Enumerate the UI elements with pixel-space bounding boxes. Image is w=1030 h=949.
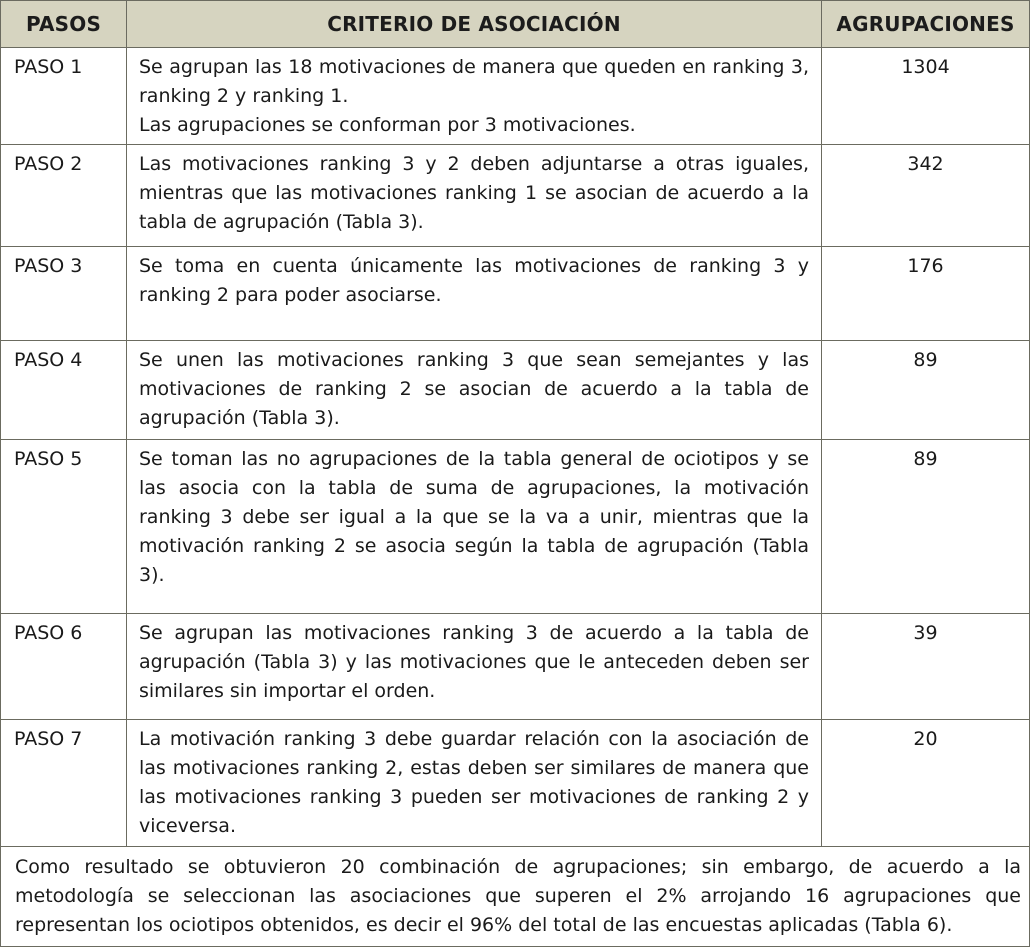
table-body (1, 48, 1030, 947)
criterion-text (127, 247, 822, 341)
table-row-paso-2 (1, 145, 1030, 247)
groupings-value: 176 (822, 247, 1030, 341)
table-row-paso-4 (1, 341, 1030, 440)
criterion-text (127, 48, 822, 145)
criterion-text (127, 440, 822, 614)
criterion-line: Se toma en cuenta únicamente las motivaciones de ranking 3 y ranking 2 para poder asociarse. (139, 255, 809, 306)
criterion-line: Se agrupan las motivaciones ranking 3 de acuerdo a la tabla de agrupación (Tabla 3) y las motivaciones que le anteceden deben ser similares sin importar el orden. (139, 622, 809, 702)
criterion-line: Se agrupan las 18 motivaciones de manera que queden en ranking 3, ranking 2 y ranking 1. (139, 56, 809, 107)
step-label: PASO 4 (1, 341, 127, 440)
header-groupings: AGRUPACIONES (822, 1, 1030, 48)
criterion-text (127, 145, 822, 247)
criterion-line: Se toman las no agrupaciones de la tabla general de ociotipos y se las asocia con la tabla de suma de agrupaciones, la motivación ranking 3 debe ser igual a la que se la va a unir, mientras que la motivación ranking 2 se asocia según la tabla de agrupación (Tabla 3). (139, 448, 809, 586)
criterion-line: La motivación ranking 3 debe guardar relación con la asociación de las motivaciones ranking 2, estas deben ser similares de manera que las motivaciones ranking 3 pueden ser motivaciones de ranking 2 y viceversa. (139, 728, 809, 837)
groupings-value: 20 (822, 720, 1030, 847)
header-row (1, 1, 1030, 48)
step-label: PASO 3 (1, 247, 127, 341)
criterion-text (127, 341, 822, 440)
groupings-value: 342 (822, 145, 1030, 247)
criterion-line: Se unen las motivaciones ranking 3 que sean semejantes y las motivaciones de ranking 2 se asocian de acuerdo a la tabla de agrupación (Tabla 3). (139, 349, 809, 429)
groupings-value: 39 (822, 614, 1030, 720)
step-label: PASO 6 (1, 614, 127, 720)
table-row-paso-3 (1, 247, 1030, 341)
criterion-line: Las motivaciones ranking 3 y 2 deben adjuntarse a otras iguales, mientras que las motivaciones ranking 1 se asocian de acuerdo a la tabla de agrupación (Tabla 3). (139, 153, 809, 233)
table-row-paso-6 (1, 614, 1030, 720)
table-row-paso-7 (1, 720, 1030, 847)
table-row-paso-1 (1, 48, 1030, 145)
header-criterion: CRITERIO DE ASOCIACIÓN (127, 1, 822, 48)
criterion-text (127, 720, 822, 847)
table-row-paso-5 (1, 440, 1030, 614)
groupings-value: 89 (822, 440, 1030, 614)
step-label: PASO 2 (1, 145, 127, 247)
result-summary: Como resultado se obtuvieron 20 combinación de agrupaciones; sin embargo, de acuerdo a la metodología se seleccionan las asociaciones que superen el 2% arrojando 16 agrupaciones que representan los ociotipos obtenidos, es decir el 96% del total de las encuestas aplicadas (Tabla 6). (1, 847, 1030, 947)
step-label: PASO 5 (1, 440, 127, 614)
groupings-value: 1304 (822, 48, 1030, 145)
step-label: PASO 1 (1, 48, 127, 145)
step-label: PASO 7 (1, 720, 127, 847)
table-footer-row (1, 847, 1030, 947)
header-steps: PASOS (1, 1, 127, 48)
criterion-text (127, 614, 822, 720)
table-header (1, 1, 1030, 48)
groupings-value: 89 (822, 341, 1030, 440)
criterion-line: Las agrupaciones se conforman por 3 motivaciones. (139, 114, 636, 136)
